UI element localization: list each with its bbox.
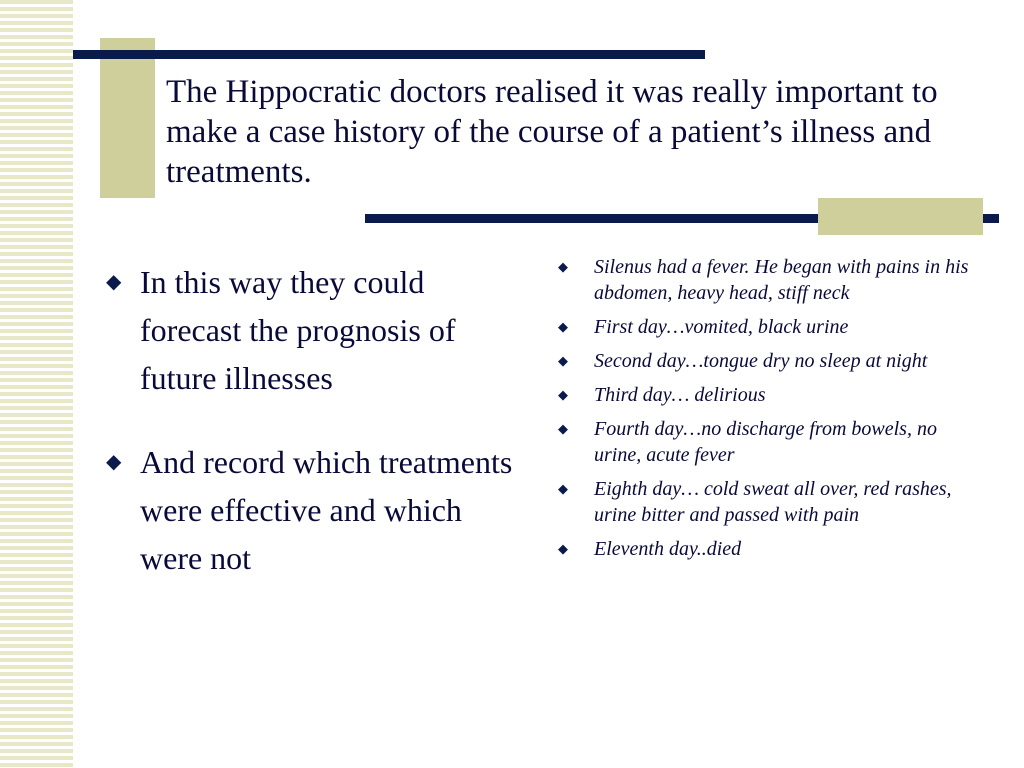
list-item <box>556 314 976 340</box>
list-item-text: Second day…tongue dry no sleep at night <box>594 350 928 372</box>
slide-title: The Hippocratic doctors realised it was really important to make a case history of the course of a patient’s illness and treatments. <box>166 74 938 190</box>
left-bullet-list <box>100 258 520 618</box>
diamond-icon: ◆ <box>558 541 568 556</box>
diamond-icon: ◆ <box>106 271 122 293</box>
diamond-icon: ◆ <box>558 259 568 274</box>
list-item <box>556 348 976 374</box>
diamond-icon: ◆ <box>558 387 568 402</box>
list-item <box>556 476 976 528</box>
diamond-icon: ◆ <box>106 451 122 473</box>
list-item-text: Silenus had a fever. He began with pains in his abdomen, heavy head, stiff neck <box>594 256 969 304</box>
list-item-text: In this way they could forecast the prognosis of future illnesses <box>140 264 456 396</box>
diamond-icon: ◆ <box>558 481 568 496</box>
diamond-icon: ◆ <box>558 319 568 334</box>
diamond-icon: ◆ <box>558 353 568 368</box>
striped-border <box>0 0 73 768</box>
list-item <box>556 382 976 408</box>
list-item-text: And record which treatments were effective and which were not <box>140 444 513 576</box>
list-item-text: Fourth day…no discharge from bowels, no urine, acute fever <box>594 418 937 466</box>
list-item <box>556 254 976 306</box>
list-item-text: Eleventh day..died <box>594 538 742 560</box>
list-item <box>100 438 520 582</box>
list-item <box>556 536 976 562</box>
tan-accent-block-bottom <box>818 198 983 235</box>
list-item-text: First day…vomited, black urine <box>594 316 849 338</box>
list-item <box>556 416 976 468</box>
list-item <box>100 258 520 402</box>
navy-rule-top <box>73 50 705 59</box>
diamond-icon: ◆ <box>558 421 568 436</box>
list-item-text: Eighth day… cold sweat all over, red rashes, urine bitter and passed with pain <box>594 478 952 526</box>
list-item-text: Third day… delirious <box>594 384 766 406</box>
tan-accent-block-top <box>100 38 155 198</box>
right-bullet-list <box>556 254 976 570</box>
